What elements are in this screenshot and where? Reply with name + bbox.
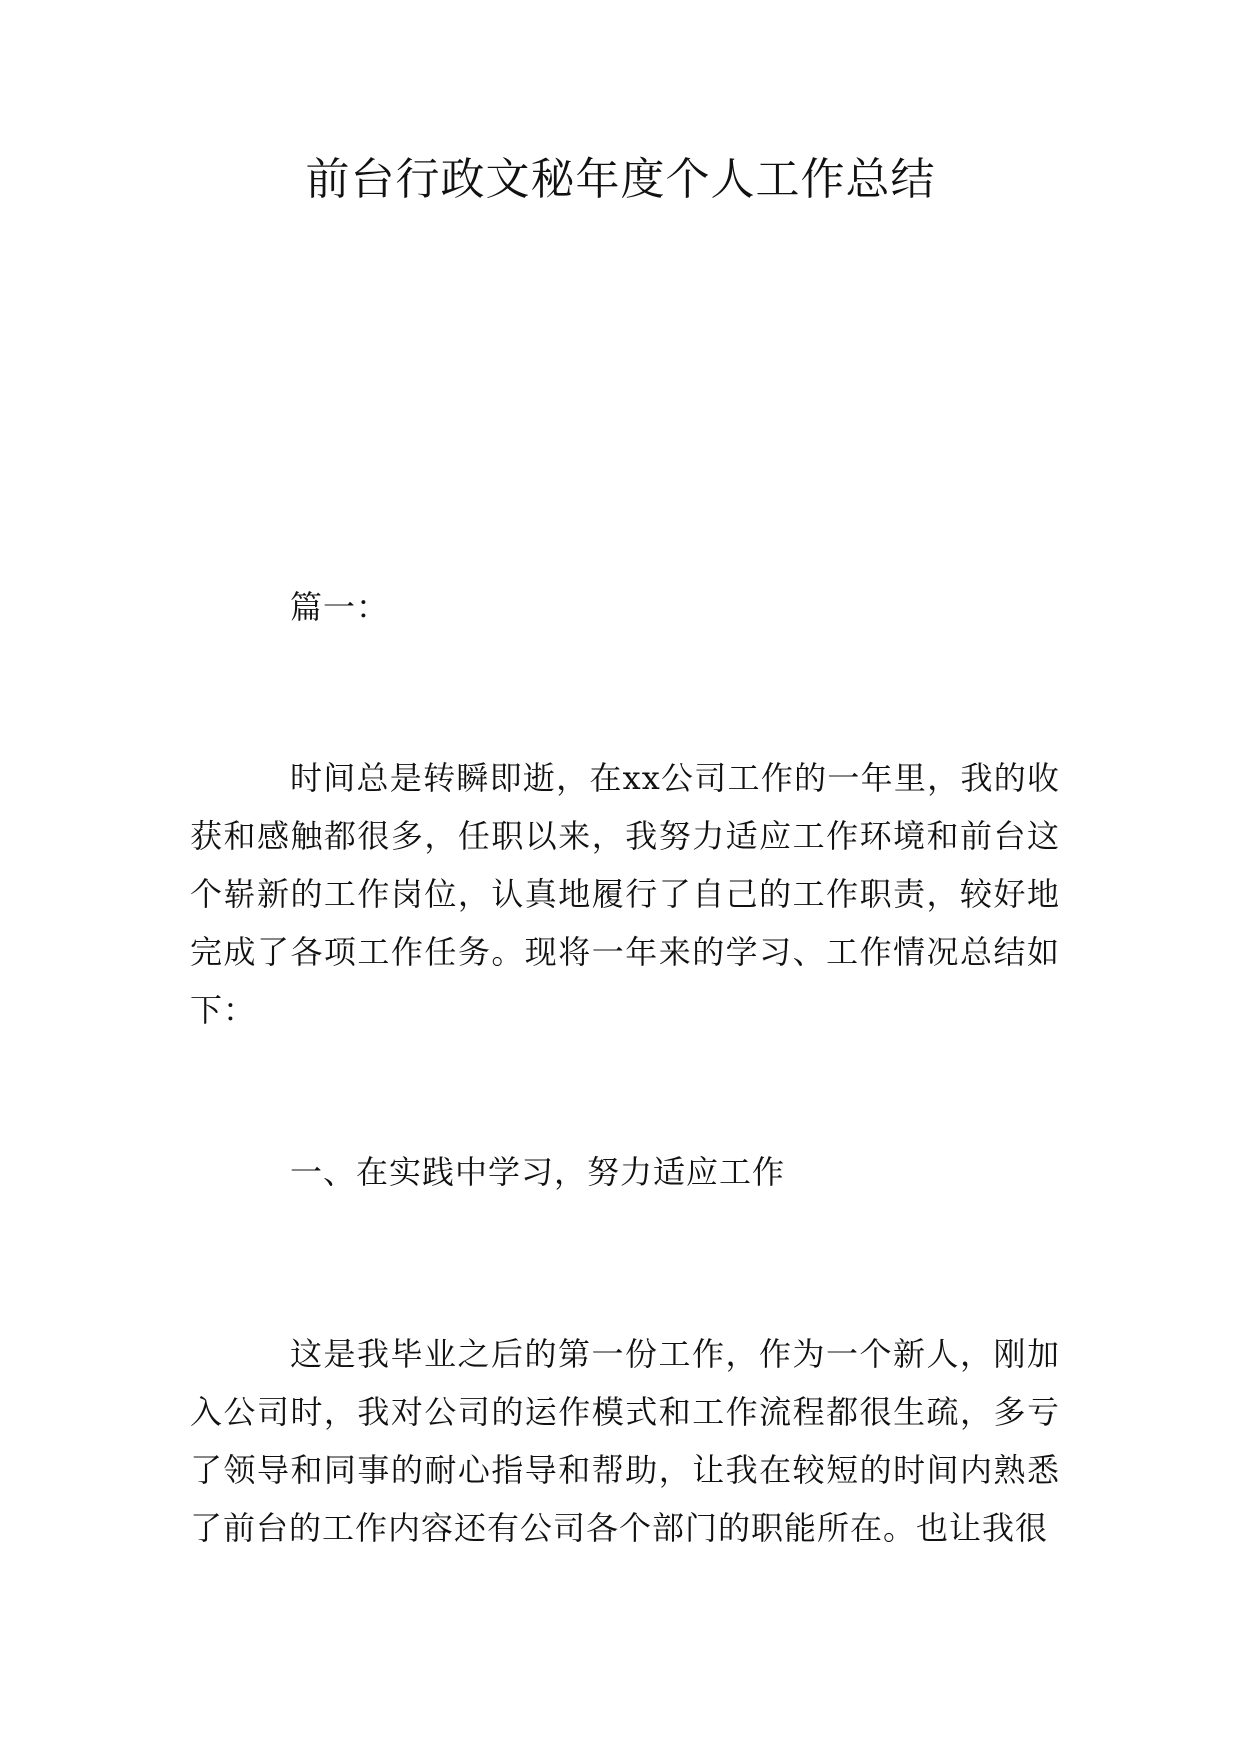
intro-paragraph: 时间总是转瞬即逝，在xx公司工作的一年里，我的收获和感触都很多，任职以来，我努力适应工作环境和前台这个崭新的工作岗位，认真地履行了自己的工作职责，较好地完成了各项工作任务。现将一年来的学习、工作情况总结如下：: [190, 759, 1060, 1029]
section-heading-one: 一、在实践中学习，努力适应工作: [290, 1153, 786, 1191]
document-title: 前台行政文秘年度个人工作总结: [305, 154, 936, 205]
body-paragraph: 这是我毕业之后的第一份工作，作为一个新人，刚加入公司时，我对公司的运作模式和工作流程都很生疏，多亏了领导和同事的耐心指导和帮助，让我在较短的时间内熟悉了前台的工作内容还有公司各个部门的职能所在。也让我很: [190, 1335, 1060, 1547]
section-label: 篇一：: [290, 588, 390, 626]
